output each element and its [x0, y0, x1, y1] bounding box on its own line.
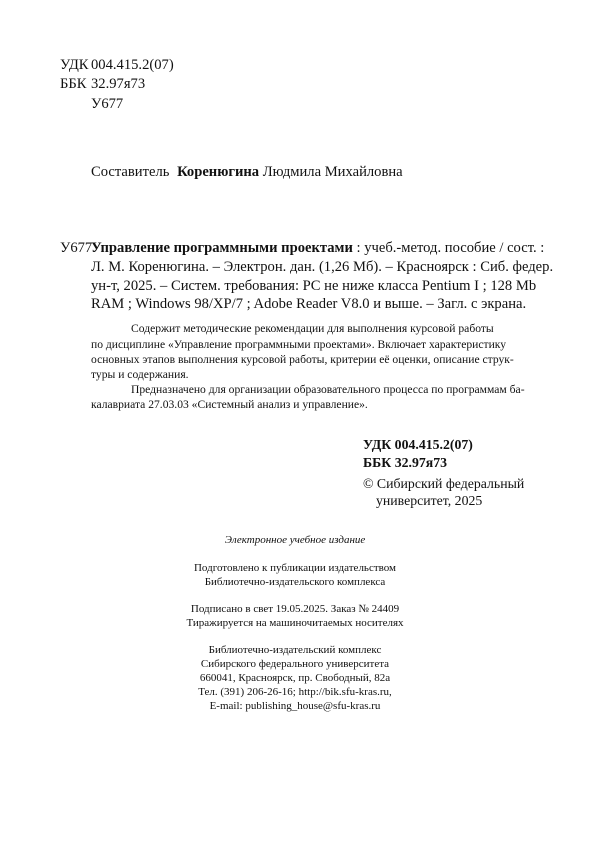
- prepared-line-1: Подготовлено к публикации издательством: [193, 562, 397, 574]
- publisher-line-2: Сибирского федерального университета: [200, 658, 390, 670]
- publisher-phone: Тел. (391) 206-26-16; http://bik.sfu-kras.ru,: [198, 686, 392, 698]
- compiler-surname: Коренюгина: [177, 164, 260, 180]
- bibliography-code: У677: [60, 240, 93, 256]
- abstract-line-5: Предназначено для организации образовательного процесса по программам ба-: [131, 383, 525, 396]
- compiler-line: [91, 164, 403, 181]
- bibliography-line-2: Л. М. Коренюгина. – Электрон. дан. (1,26 Мб). – Красноярск : Сиб. федер.: [91, 259, 554, 275]
- bibliography-line-3: ун-т, 2025. – Систем. требования: PC не ниже класса Pentium I ; 128 Mb: [91, 278, 537, 294]
- signed-line-2: Тиражируется на машиночитаемых носителях: [186, 617, 404, 629]
- copyright-line-1: © Сибирский федеральный: [363, 476, 525, 491]
- bibliography-line-4: RAM ; Windows 98/XP/7 ; Adobe Reader V8.0 и выше. – Загл. с экрана.: [91, 296, 527, 312]
- abstract-line-2: по дисциплине «Управление программными проектами». Включает характеристику: [91, 338, 507, 351]
- udk-value: 004.415.2(07): [91, 57, 174, 73]
- publisher-email: E-mail: publishing_house@sfu-kras.ru: [209, 700, 381, 712]
- bibliography-line-1-rest: : учеб.-метод. пособие / сост. :: [352, 240, 545, 256]
- udk-classification: УДК 004.415.2(07): [363, 437, 473, 452]
- udk-row: [60, 57, 174, 74]
- author-sign: У677: [91, 96, 124, 112]
- abstract-line-1: Содержит методические рекомендации для выполнения курсовой работы: [131, 322, 494, 335]
- publisher-line-1: Библиотечно-издательский комплекс: [208, 644, 382, 656]
- bibliography-line-1: [91, 240, 545, 257]
- abstract-line-4: туры и содержания.: [91, 368, 189, 381]
- bbk-label: ББК: [60, 76, 87, 92]
- compiler-name: Людмила Михайловна: [262, 164, 403, 180]
- compiler-label: Составитель: [91, 164, 170, 180]
- publisher-address: 660041, Красноярск, пр. Свободный, 82а: [199, 672, 391, 684]
- signed-line-1: Подписано в свет 19.05.2025. Заказ № 24409: [190, 603, 400, 615]
- prepared-line-2: Библиотечно-издательского комплекса: [204, 576, 386, 588]
- edition-type: Электронное учебное издание: [224, 534, 366, 546]
- abstract-line-3: основных этапов выполнения курсовой работы, критерии её оценки, описание струк-: [91, 353, 514, 366]
- bbk-classification: ББК 32.97я73: [363, 455, 448, 470]
- copyright-line-2: университет, 2025: [376, 493, 483, 508]
- bbk-value: 32.97я73: [91, 76, 146, 92]
- udk-label: УДК: [60, 57, 89, 73]
- bibliography-title: Управление программными проектами: [91, 240, 353, 256]
- bbk-row: [60, 76, 146, 93]
- abstract-line-6: калавриата 27.03.03 «Системный анализ и управление».: [91, 398, 368, 411]
